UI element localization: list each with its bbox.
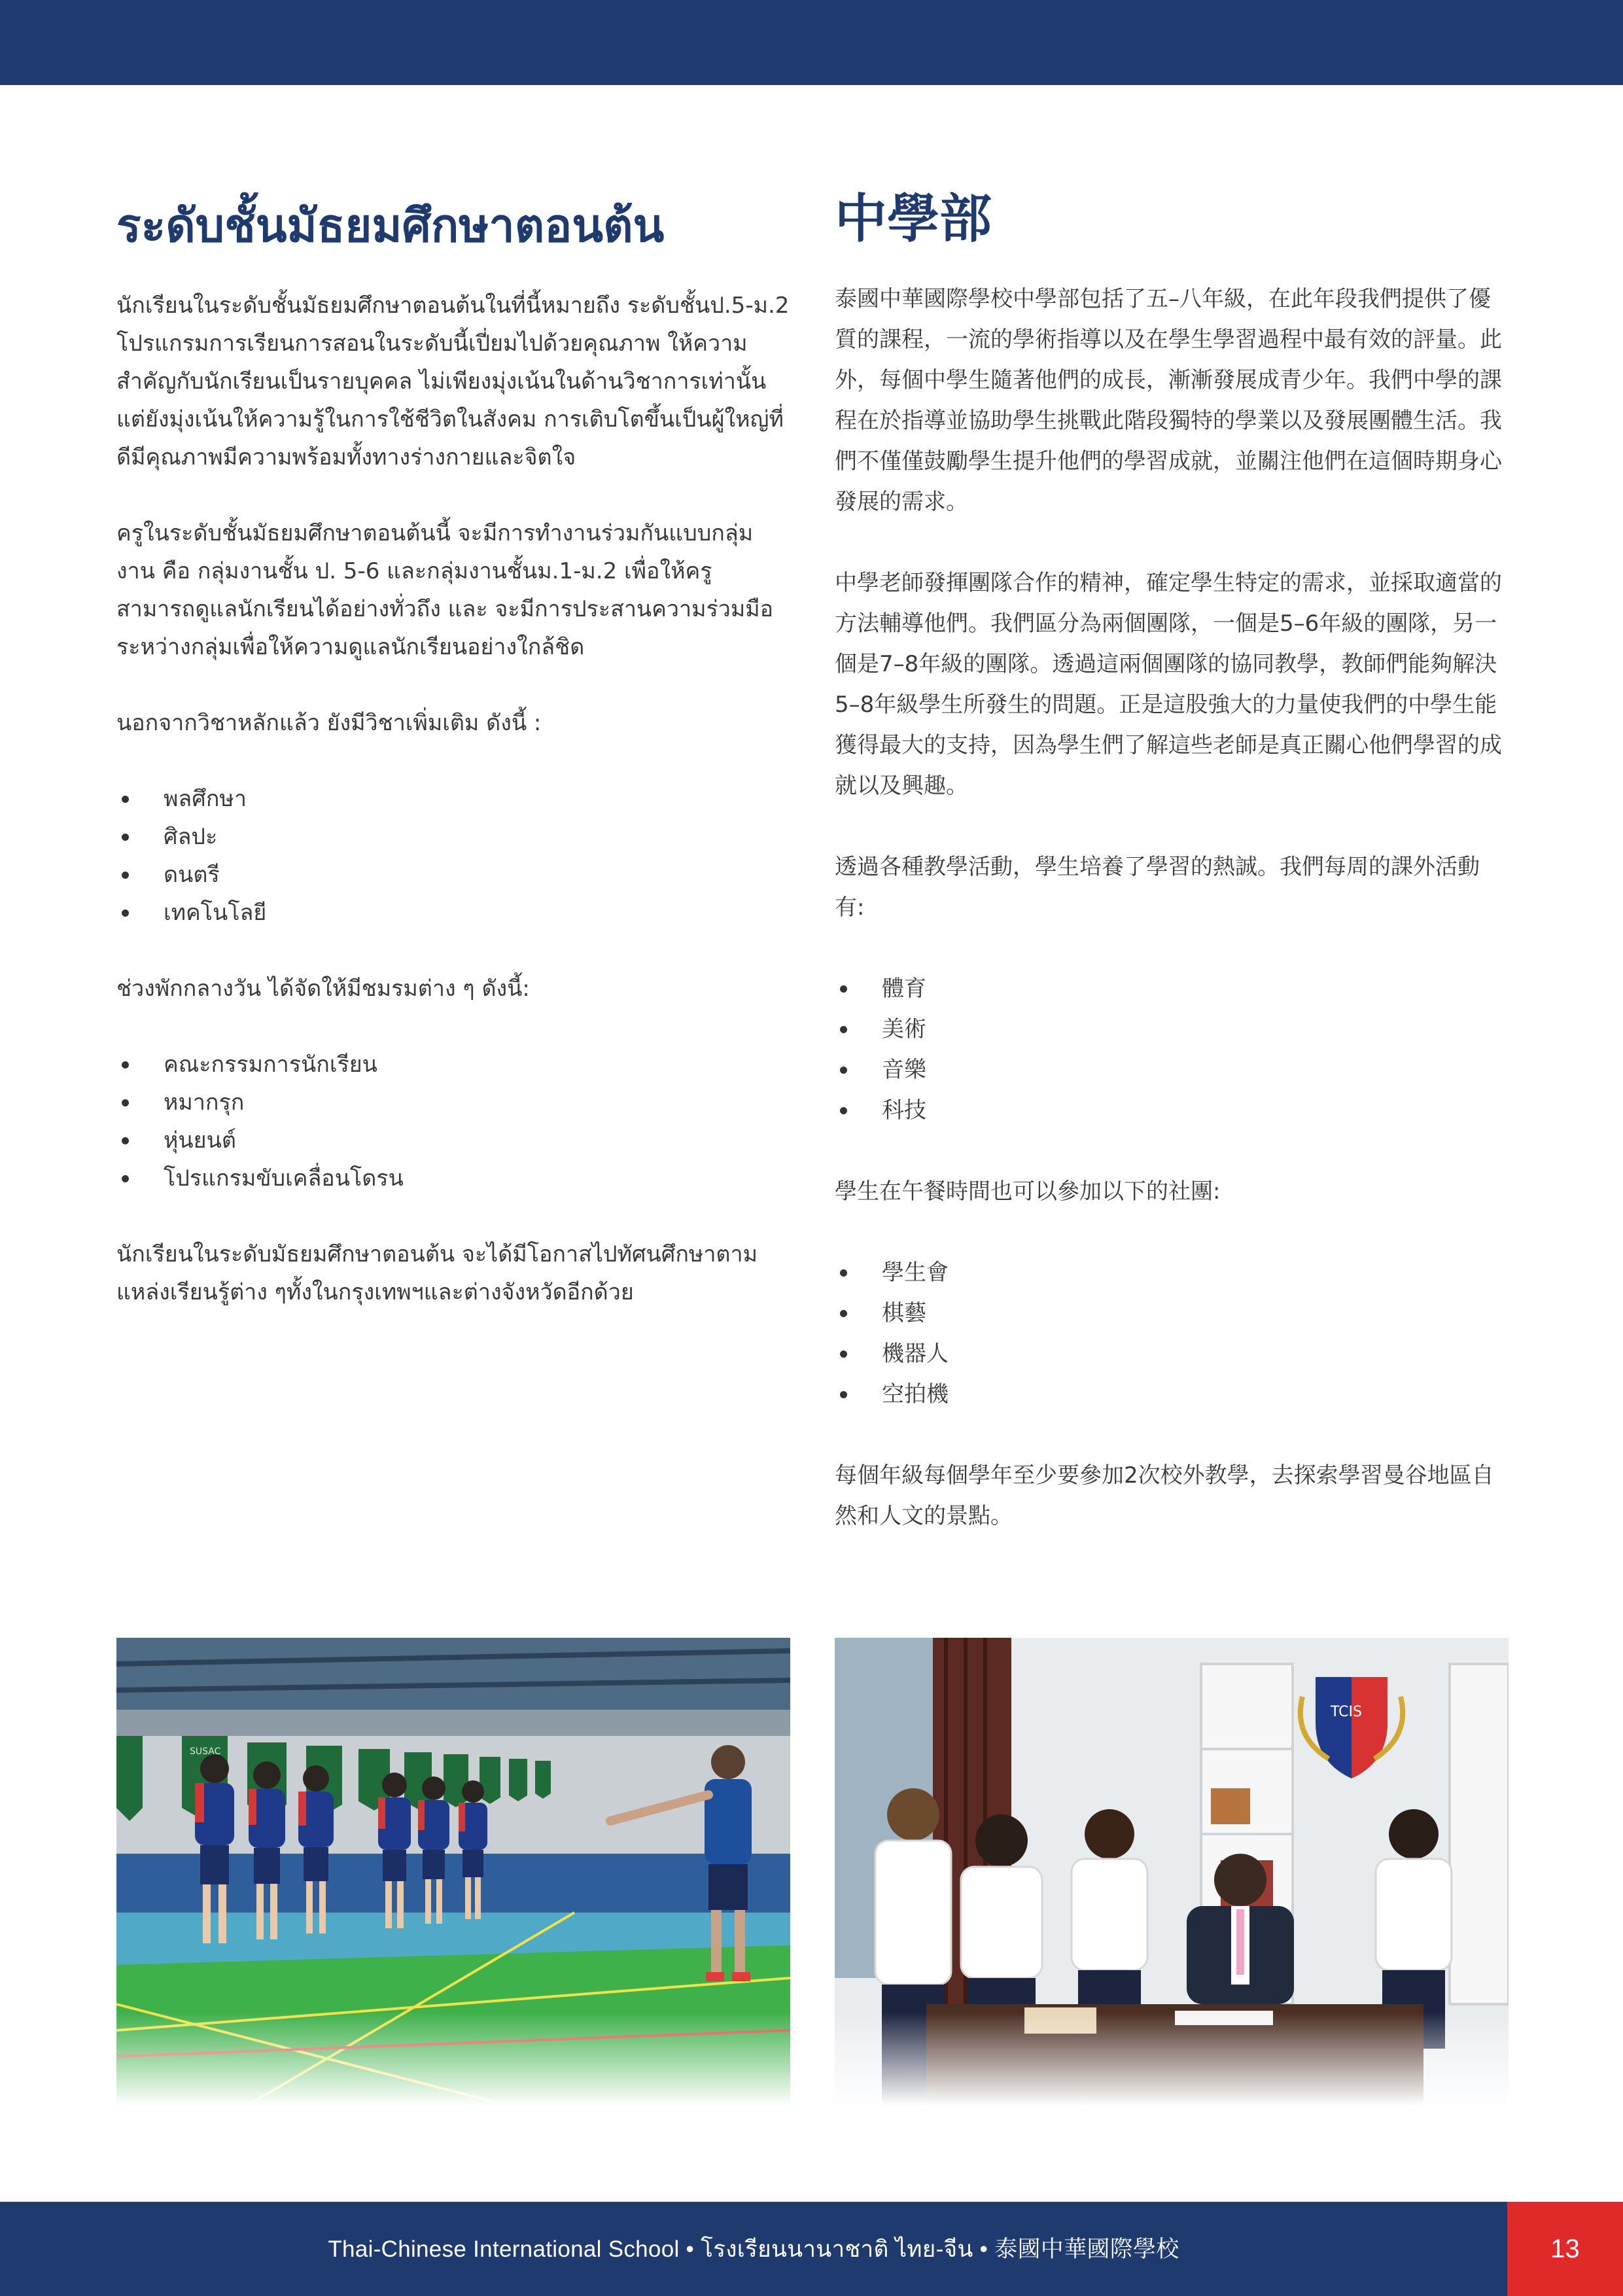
- thai-closing-paragraph: นักเรียนในระดับมัธยมศึกษาตอนต้น จะได้มีโอกาสไปทัศนศึกษาตามแหล่งเรียนรู้ต่าง ๆทั้งในกรุงเทพฯและต่างจังหวัดอีกด้วย: [116, 1241, 758, 1305]
- chinese-closing-paragraph: 每個年級每個學年至少要參加2次校外教學，去探索學習曼谷地區自然和人文的景點。: [835, 1462, 1494, 1529]
- thai-subjects-intro: นอกจากวิชาหลักแล้ว ยังมีวิชาเพิ่มเติม ดังนี้ :: [116, 710, 542, 736]
- list-item: 科技: [835, 1090, 1509, 1131]
- list-item: คณะกรรมการนักเรียน: [116, 1046, 790, 1084]
- list-item: 機器人: [835, 1333, 1509, 1374]
- thai-clubs-intro: ช่วงพักกลางวัน ได้จัดให้มีชมรมต่าง ๆ ดังนี้:: [116, 976, 530, 1002]
- top-header-band: [0, 0, 1623, 85]
- list-item: ดนตรี: [116, 856, 790, 894]
- list-item: 音樂: [835, 1050, 1509, 1090]
- list-item: เทคโนโลยี: [116, 894, 790, 932]
- chinese-paragraph-1: 泰國中華國際學校中學部包括了五–八年級，在此年段我們提供了優質的課程，一流的學術指導以及在學生學習過程中最有效的評量。此外，每個中學生隨著他們的成長，漸漸發展成青少年。我們中學的課程在於指導並協助學生挑戰此階段獨特的學業以及發展團體生活。我們不僅僅鼓勵學生提升他們的學習成就，並關注他們在這個時期身心發展的需求。: [835, 286, 1502, 515]
- list-item: 空拍機: [835, 1374, 1509, 1415]
- chinese-column: [835, 190, 1509, 1536]
- chinese-clubs-list: [835, 1252, 1509, 1415]
- list-item: ศิลปะ: [116, 818, 790, 856]
- thai-paragraph-1: นักเรียนในระดับชั้นมัธยมศึกษาตอนต้นในที่นี้หมายถึง ระดับชั้นป.5-ม.2 โปรแกรมการเรียนการสอนในระดับนี้เปี่ยมไปด้วยคุณภาพ ให้ความสำคัญกับนักเรียนเป็นรายบุคคล ไม่เพียงมุ่งเน้นในด้านวิชาการเท่านั้น แต่ยังมุ่งเน้นให้ความรู้ในการใช้ชีวิตในสังคม การเติบโตขึ้นเป็นผู้ใหญ่ที่ดีมีคุณภาพมีความพร้อมทั้งทางร่างกายและจิตใจ: [116, 292, 790, 470]
- list-item: หุ่นยนต์: [116, 1122, 790, 1159]
- office-group-photo: [835, 1638, 1509, 2106]
- chinese-paragraph-2: 中學老師發揮團隊合作的精神，確定學生特定的需求，並採取適當的方法輔導他們。我們區分為兩個團隊，一個是5–6年級的團隊，另一個是7–8年級的團隊。透過這兩個團隊的協同教學，教師們能夠解決5–8年級學生所發生的問題。正是這股強大的力量使我們的中學生能獲得最大的支持，因為學生們了解這些老師是真正關心他們學習的成就以及興趣。: [835, 570, 1502, 799]
- thai-column: [116, 190, 790, 1311]
- page-number: 13: [1550, 2234, 1580, 2263]
- chinese-activities-list: [835, 968, 1509, 1131]
- list-item: 棋藝: [835, 1293, 1509, 1333]
- thai-paragraph-2: ครูในระดับชั้นมัธยมศึกษาตอนต้นนี้ จะมีการทำงานร่วมกันแบบกลุ่มงาน คือ กลุ่มงานชั้น ป. 5-6 และกลุ่มงานชั้นม.1-ม.2 เพื่อให้ครูสามารถดูแลนักเรียนได้อย่างทั่วถึง และ จะมีการประสานความร่วมมือระหว่างกลุ่มเพื่อให้ความดูแลนักเรียนอย่างใกล้ชิด: [116, 520, 774, 660]
- thai-subjects-list: [116, 780, 790, 932]
- footer-bar: [0, 2202, 1507, 2296]
- gym-class-photo: [116, 1638, 790, 2106]
- thai-heading: ระดับชั้นมัธยมศึกษาตอนต้น: [116, 199, 665, 253]
- chinese-heading: 中學部: [835, 188, 992, 249]
- footer-school-name: Thai-Chinese International School • โรงเรียนนานาชาติ ไทย-จีน • 泰國中華國際學校: [328, 2236, 1179, 2262]
- chinese-activities-intro: 透過各種教學活動，學生培養了學習的熱誠。我們每周的課外活動有:: [835, 854, 1480, 921]
- chinese-clubs-intro: 學生在午餐時間也可以參加以下的社團:: [835, 1178, 1221, 1205]
- page-number-box: [1507, 2202, 1623, 2296]
- thai-clubs-list: [116, 1046, 790, 1197]
- list-item: พลศึกษา: [116, 780, 790, 818]
- list-item: 體育: [835, 968, 1509, 1009]
- list-item: 美術: [835, 1009, 1509, 1050]
- list-item: 學生會: [835, 1252, 1509, 1293]
- list-item: โปรแกรมขับเคลื่อนโดรน: [116, 1159, 790, 1197]
- list-item: หมากรุก: [116, 1084, 790, 1122]
